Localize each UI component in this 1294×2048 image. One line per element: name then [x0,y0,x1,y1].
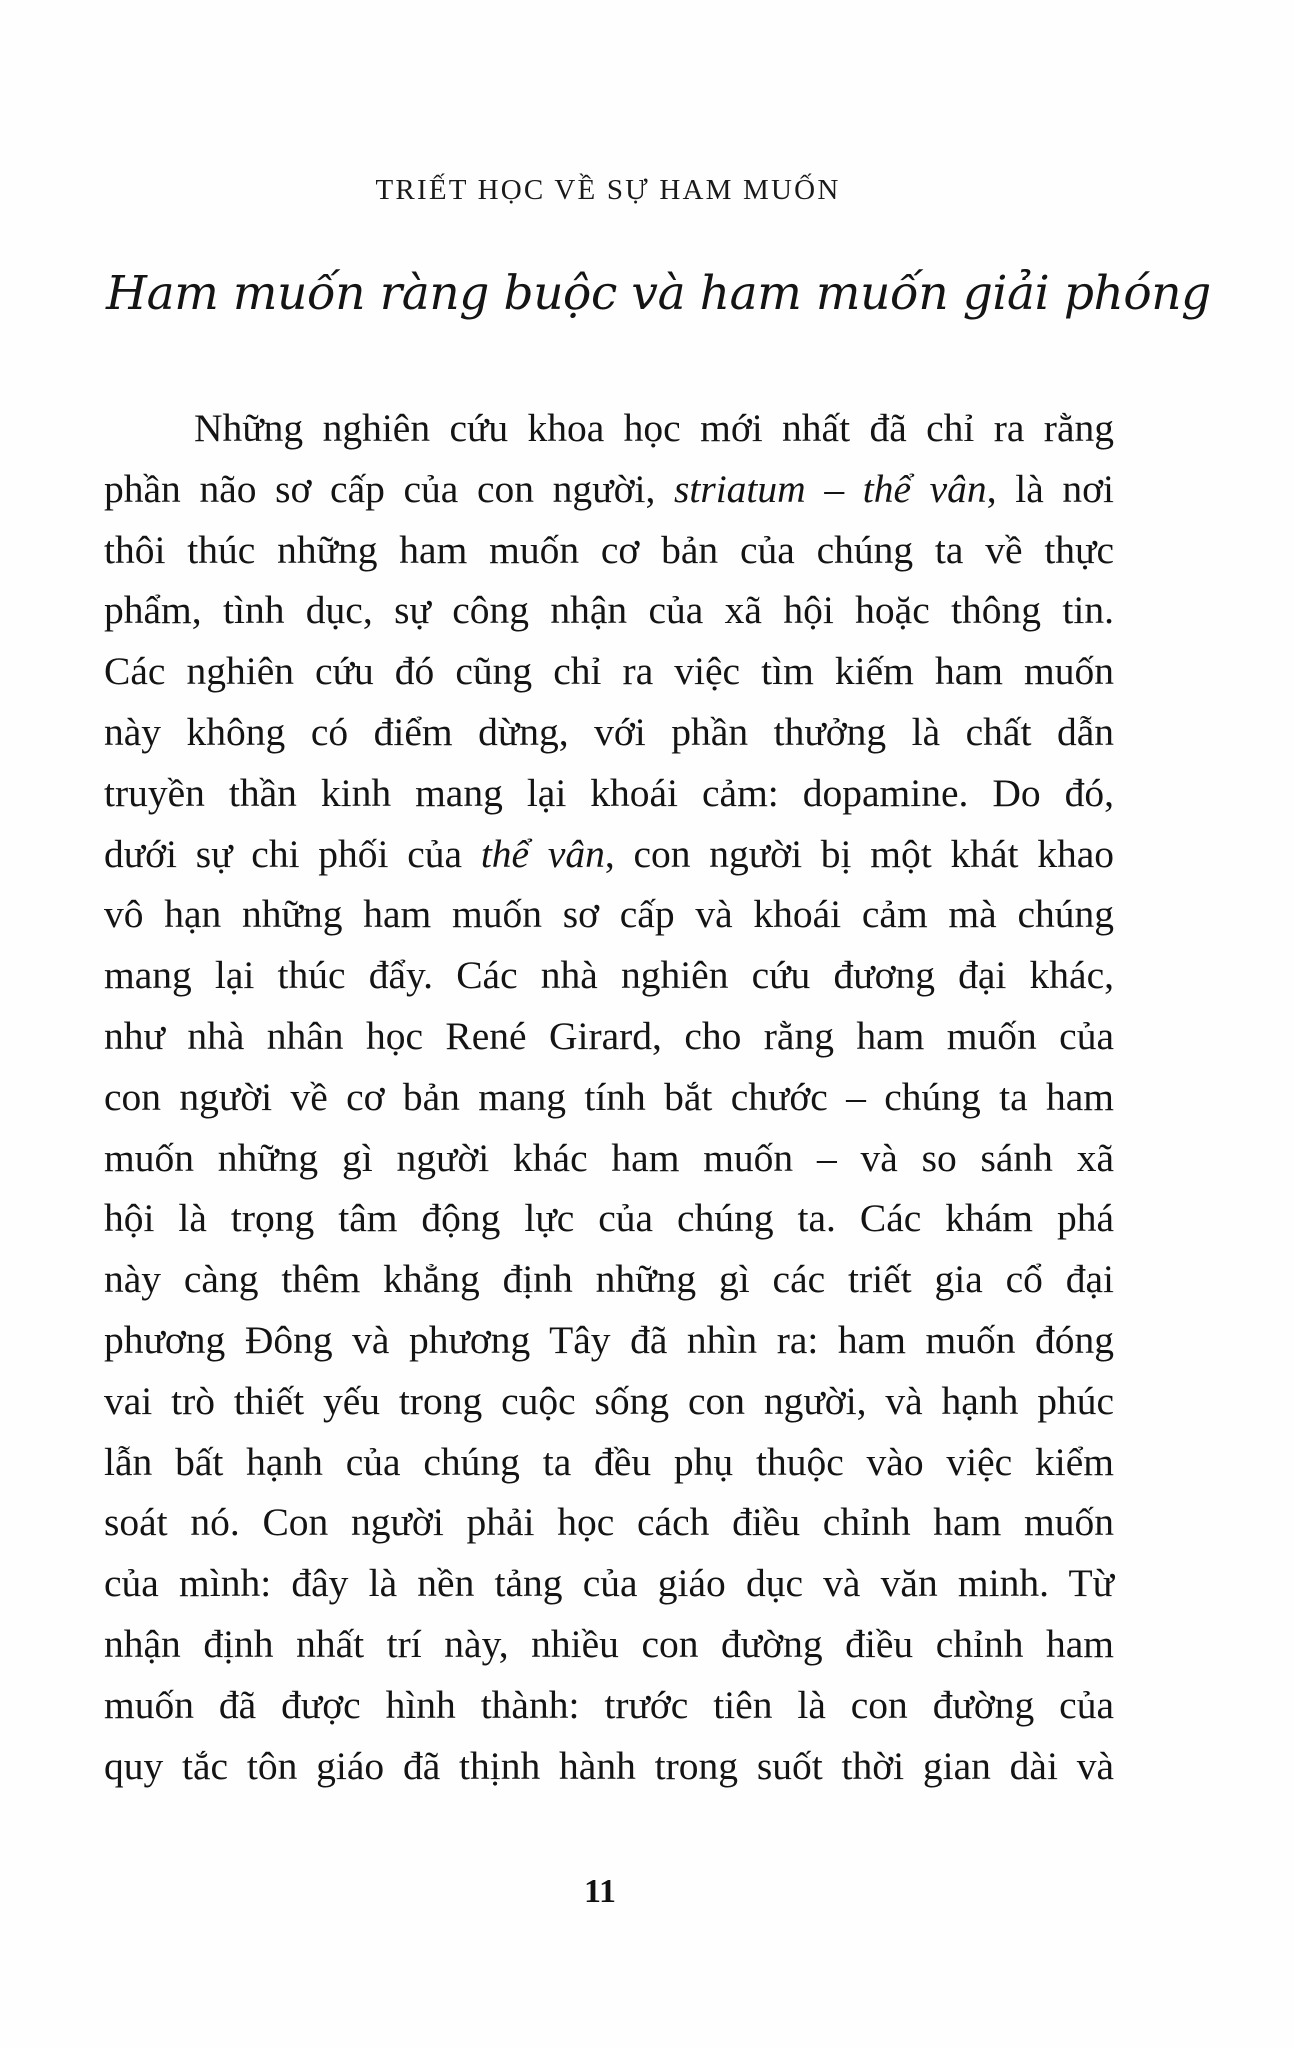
text-segment: muốn đã được hình thành: trước tiên là con đường của [104,1682,1114,1727]
italic-term: thể vân [480,831,605,876]
text-segment: , là nơi [986,466,1114,511]
text-line [104,763,1114,824]
text-line [104,1128,1114,1189]
italic-term: striatum – thể vân [673,466,987,511]
text-line [104,580,1114,641]
text-segment: dưới sự chi phối của [104,831,481,876]
text-segment: này không có điểm dừng, với phần thưởng là chất dẫn [104,709,1114,754]
text-line [104,1310,1114,1371]
text-segment: quy tắc tôn giáo đã thịnh hành trong suốt thời gian dài và [104,1743,1114,1788]
text-line [104,398,1114,459]
text-segment: vai trò thiết yếu trong cuộc sống con người, và hạnh phúc [104,1378,1114,1423]
text-line [104,1188,1114,1249]
text-line [104,1006,1114,1067]
text-line [104,824,1114,885]
text-line [104,702,1114,763]
text-line [104,641,1114,702]
text-segment: phẩm, tình dục, sự công nhận của xã hội hoặc thông tin. [104,588,1114,633]
text-segment: này càng thêm khẳng định những gì các triết gia cổ đại [104,1257,1114,1302]
text-segment: Các nghiên cứu đó cũng chỉ ra việc tìm kiếm ham muốn [104,649,1114,694]
text-segment: con người về cơ bản mang tính bắt chước – chúng ta ham [104,1074,1114,1119]
text-line [104,459,1114,520]
text-segment: vô hạn những ham muốn sơ cấp và khoái cảm mà chúng [104,892,1114,937]
text-segment: nhận định nhất trí này, nhiều con đường điều chỉnh ham [104,1621,1114,1666]
text-line [104,1249,1114,1310]
text-line [104,1736,1114,1797]
text-segment: soát nó. Con người phải học cách điều chỉnh ham muốn [104,1500,1114,1545]
text-segment: của mình: đây là nền tảng của giáo dục và văn minh. Từ [104,1561,1114,1606]
text-line [104,945,1114,1006]
text-line [104,1432,1114,1493]
text-line [104,1492,1114,1553]
text-line [104,1067,1114,1128]
text-segment: thôi thúc những ham muốn cơ bản của chúng ta về thực [104,527,1114,572]
page-number: 11 [583,1873,617,1910]
text-segment: mang lại thúc đẩy. Các nhà nghiên cứu đương đại khác, [104,953,1114,998]
text-line [104,1553,1114,1614]
text-segment: như nhà nhân học René Girard, cho rằng ham muốn của [104,1013,1114,1058]
text-segment: muốn những gì người khác ham muốn – và so sánh xã [104,1135,1114,1180]
running-header: TRIẾT HỌC VỀ SỰ HAM MUỐN [375,174,841,206]
text-line [104,1614,1114,1675]
text-segment: hội là trọng tâm động lực của chúng ta. Các khám phá [104,1196,1114,1241]
section-title: Ham muốn ràng buộc và ham muốn giải phóng [106,266,1211,321]
text-line [104,884,1114,945]
text-line [104,1371,1114,1432]
text-segment: phần não sơ cấp của con người, [104,466,674,511]
text-segment: phương Đông và phương Tây đã nhìn ra: ham muốn đóng [104,1317,1114,1362]
text-line [104,1675,1114,1736]
text-segment: lẫn bất hạnh của chúng ta đều phụ thuộc vào việc kiểm [104,1439,1114,1484]
text-segment: Những nghiên cứu khoa học mới nhất đã chỉ ra rằng [194,406,1114,450]
text-segment: , con người bị một khát khao [604,831,1114,876]
body-paragraph [104,398,1114,1796]
text-line [104,520,1114,581]
text-segment: truyền thần kinh mang lại khoái cảm: dopamine. Do đó, [104,770,1114,815]
